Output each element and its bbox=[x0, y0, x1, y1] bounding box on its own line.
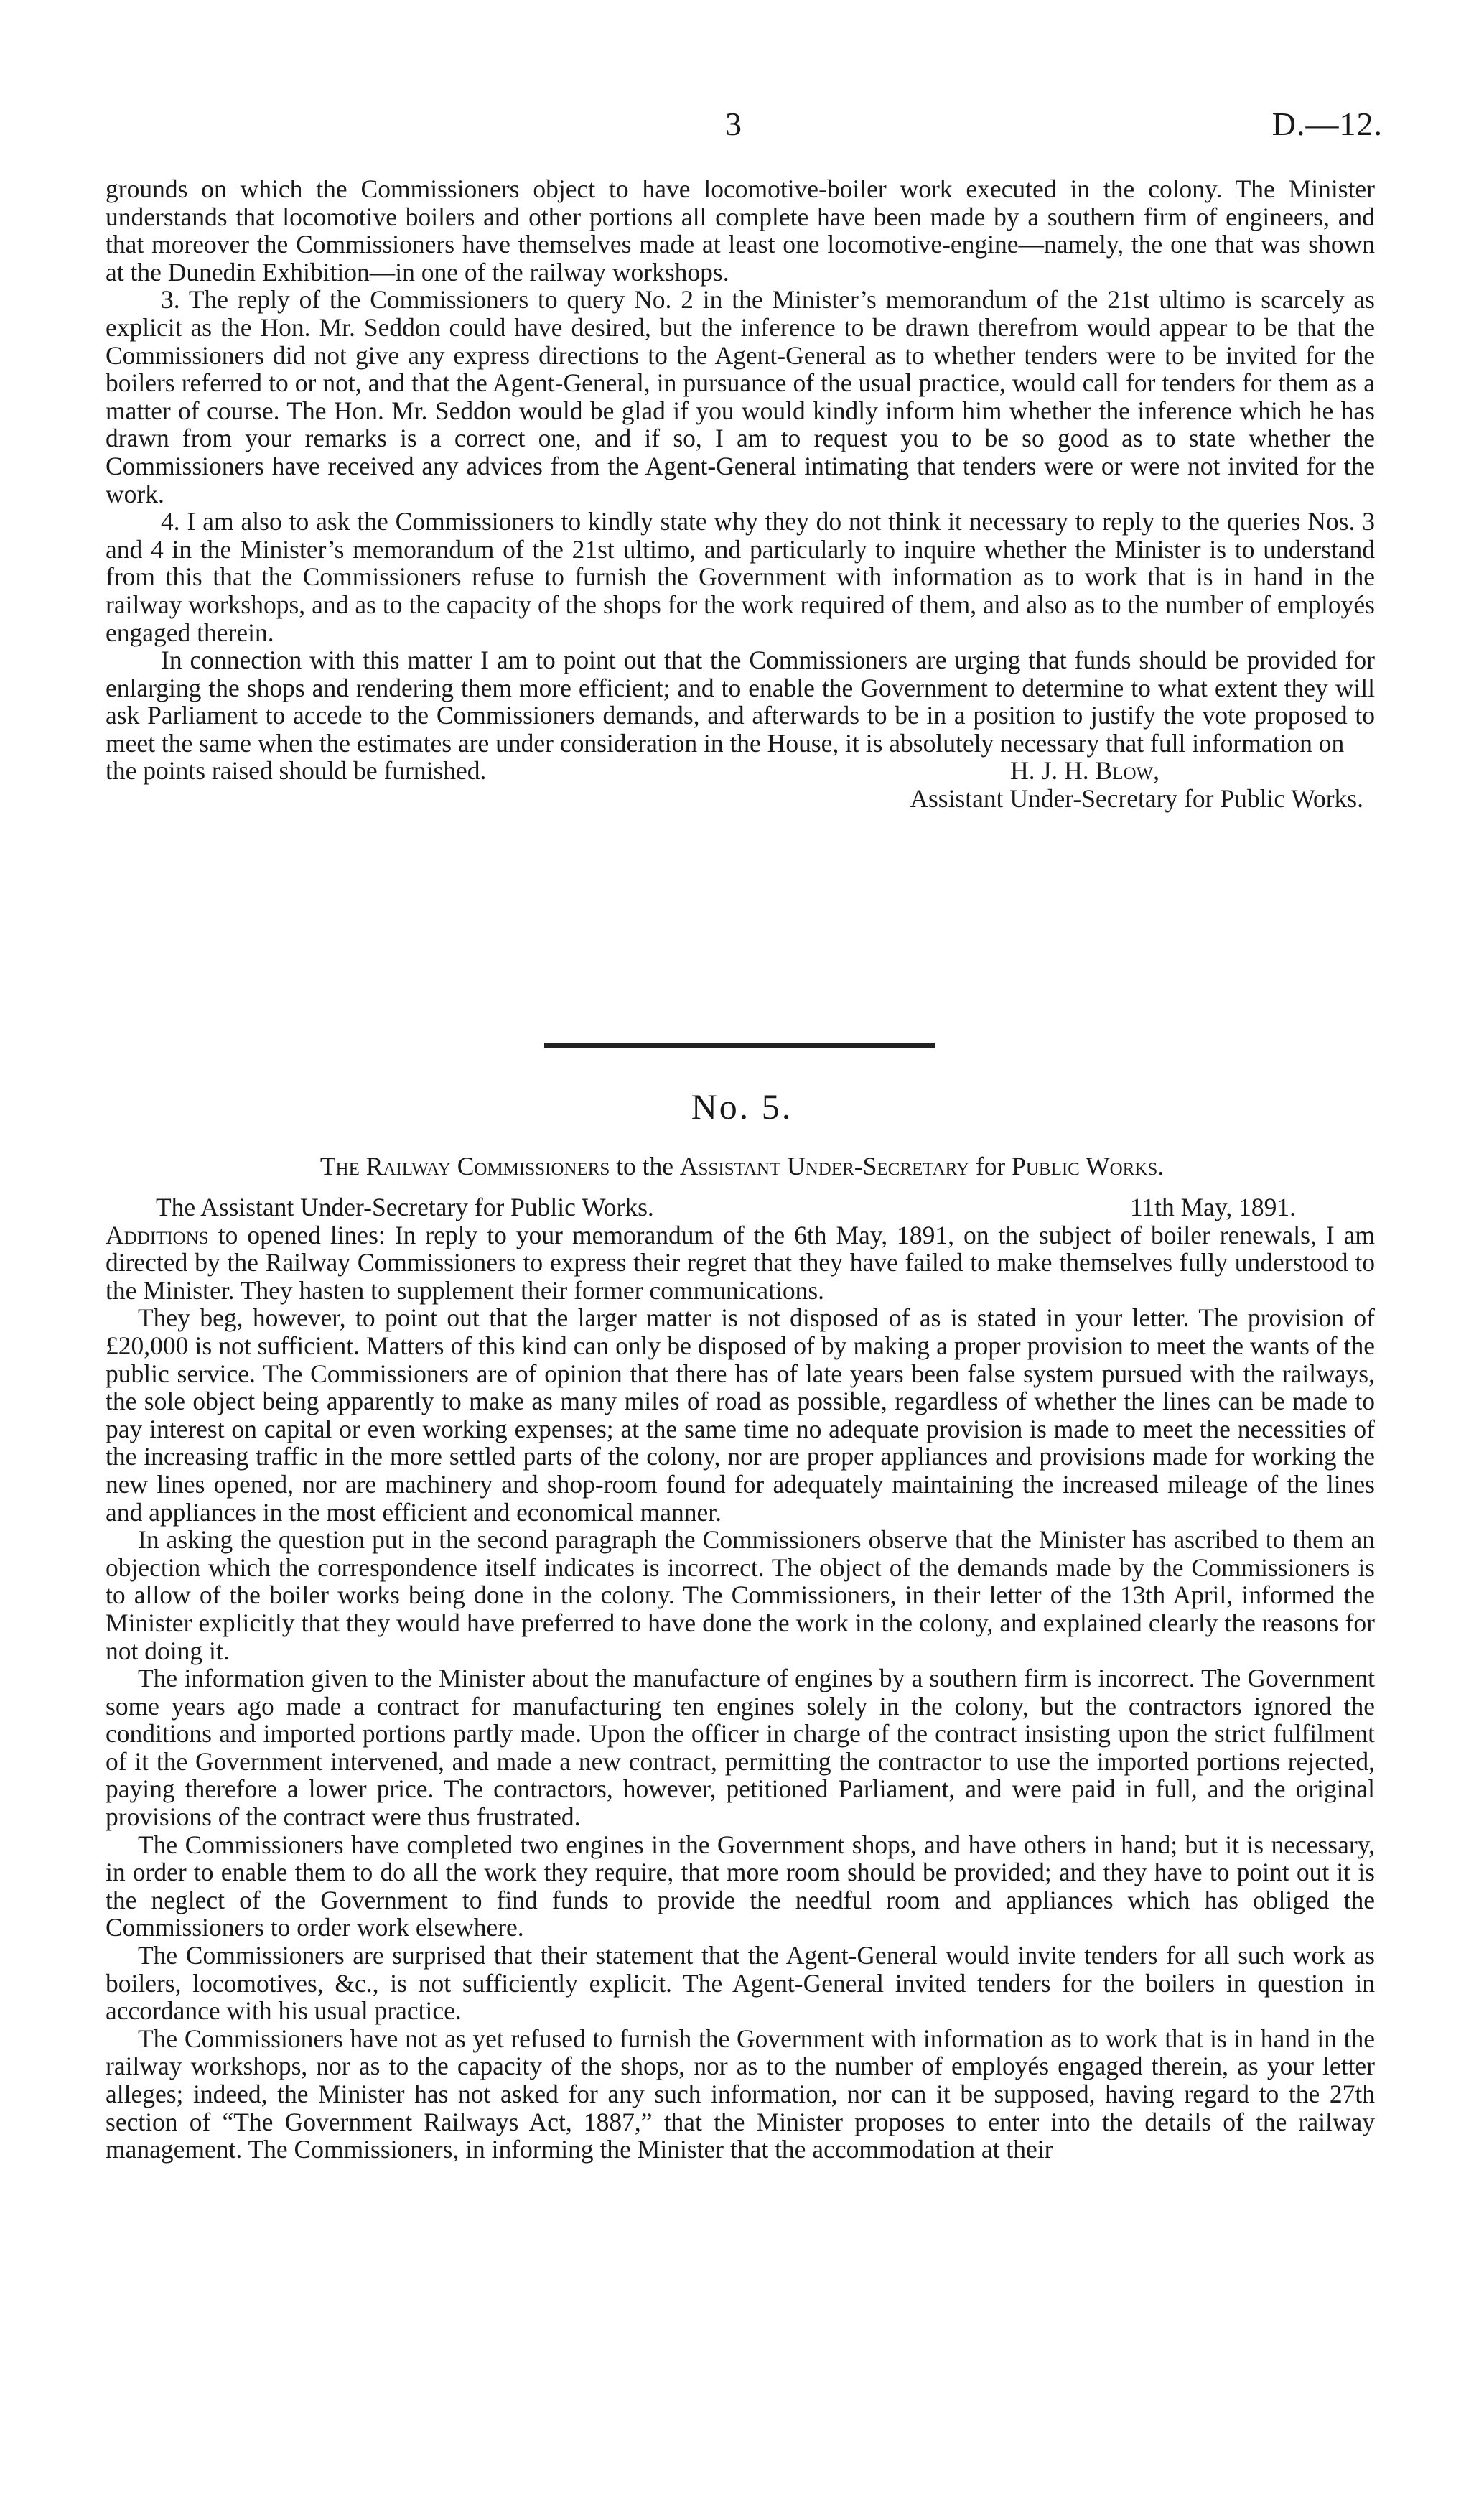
paragraph bbox=[106, 1221, 1375, 1305]
paragraph: They beg, however, to point out that the larger matter is not disposed of as is stated in your letter. The provision of £20,000 is not sufficient. Matters of this kind can only be disposed of by making a proper provision to meet the wants of the public service. The Commissioners are of opinion that there has of late years been false system pursued with the railways, the sole object being apparently to make as many miles of road as possible, regardless of whether the lines can be made to pay interest on capital or even working expenses; at the same time no adequate provision is made to meet the necessities of the increasing traffic in the more settled parts of the colony, nor are proper appliances and provisions made for working the new lines opened, nor are machinery and shop-room found for adequately maintaining the increased mileage of the lines and appliances in the most efficient and economical manner. bbox=[106, 1303, 1375, 1527]
paragraph: In connection with this matter I am to point out that the Commissioners are urging that funds should be provided for enlarging the shops and rendering them more efficient; and to enable the Government to determine to what extent they will ask Parliament to accede to the Commissioners demands, and afterwards to be in a position to justify the vote proposed to meet the same when the estimates are under consideration in the House, it is absolutely necessary that full information on bbox=[106, 646, 1375, 758]
signature-name: H. J. H. Blow, bbox=[1010, 756, 1159, 786]
document-reference: D.—12. bbox=[1271, 106, 1383, 142]
signature-line bbox=[106, 757, 1375, 785]
section-divider bbox=[544, 1043, 935, 1048]
letter-date: 11th May, 1891. bbox=[1129, 1193, 1296, 1221]
section-heading: No. 5. bbox=[691, 1086, 793, 1127]
paragraph: The Commissioners are surprised that their statement that the Agent-General would invite tenders for all such work as boilers, locomotives, &c., is not sufficiently explicit. The Agent-General invited tenders for the boilers in question in accordance with his usual practice. bbox=[106, 1941, 1375, 2026]
paragraph: 4. I am also to ask the Commissioners to kindly state why they do not think it necessary to reply to the queries Nos. 3 and 4 in the Minister’s memorandum of the 21st ultimo, and particularly to inquire whether the Minister is to understand from this that the Commissioners refuse to furnish the Government with information as to work that is in hand in the railway workshops, and as to the capacity of the shops for the work required of them, and also as to the number of employés engaged therein. bbox=[106, 507, 1375, 647]
closing-text: the points raised should be furnished. bbox=[106, 756, 487, 786]
letter-body bbox=[106, 1193, 1375, 2164]
connector: to the bbox=[616, 1152, 674, 1181]
paragraph: The Commissioners have not as yet refused to furnish the Government with information as to work that is in hand in the railway workshops, nor as to the capacity of the shops, nor as to the number of employés engaged therein, as your letter alleges; indeed, the Minister has not asked for any such information, nor can it be supposed, having regard to the 27th section of “The Government Railways Act, 1887,” that the Minister proposes to enter into the details of the railway management. The Commissioners, in informing the Minister that the accommodation at their bbox=[106, 2024, 1375, 2164]
paragraph-text: to opened lines: In reply to your memorandum of the 6th May, 1891, on the subject of boiler renewals, I am directed by the Railway Commissioners to express their regret that they have failed to make themselves fully understood to the Minister. They hasten to supplement their former communications. bbox=[106, 1220, 1376, 1305]
lead-caps: Additions bbox=[106, 1220, 209, 1249]
paragraph: In asking the question put in the second paragraph the Commissioners observe that the Minister has ascribed to them an objection which the correspondence itself indicates is incorrect. The object of the demands made by the Commissioners is to allow of the boiler works being done in the colony. The Commissioners, in their letter of the 13th April, informed the Minister explicitly that they would have preferred to have done the work in the colony, and explained clearly the reasons for not doing it. bbox=[106, 1525, 1375, 1665]
recipient: Assistant Under-Secretary bbox=[679, 1152, 969, 1181]
page-number: 3 bbox=[725, 106, 742, 142]
department: Public Works. bbox=[1012, 1152, 1165, 1181]
address-to: The Assistant Under-Secretary for Public Works. bbox=[156, 1193, 654, 1221]
paragraph: grounds on which the Commissioners object to have locomotive-boiler work executed in the colony. The Minister understands that locomotive boilers and other portions all complete have been made by a southern firm of engineers, and that moreover the Commissioners have themselves made at least one locomotive-engine—namely, the one that was shown at the Dunedin Exhibition—in one of the railway workshops. bbox=[106, 174, 1375, 287]
letter-subheading bbox=[0, 1151, 1484, 1181]
memo-continuation bbox=[106, 175, 1375, 813]
paragraph: The Commissioners have completed two engines in the Government shops, and have others in hand; but it is necessary, in order to enable them to do all the work they require, that more room should be provided; and they have to point out it is the neglect of the Government to find funds to provide the needful room and appliances which has obliged the Commissioners to order work elsewhere. bbox=[106, 1830, 1375, 1942]
signature-title: Assistant Under-Secretary for Public Works. bbox=[910, 784, 1363, 814]
address-line bbox=[106, 1193, 1375, 1221]
paragraph: 3. The reply of the Commissioners to query No. 2 in the Minister’s memorandum of the 21st ultimo is scarcely as explicit as the Hon. Mr. Seddon could have desired, but the inference to be drawn therefrom would appear to be that the Commissioners did not give any express directions to the Agent-General as to whether tenders were to be invited for the boilers referred to or not, and that the Agent-General, in pursuance of the usual practice, would call for tenders for them as a matter of course. The Hon. Mr. Seddon would be glad if you would kindly inform him whether the inference which he has drawn from your remarks is a correct one, and if so, I am to request you to be so good as to state whether the Commissioners have received any advices from the Agent-General intimating that tenders were or were not invited for the work. bbox=[106, 285, 1375, 508]
connector: for bbox=[975, 1152, 1006, 1181]
paragraph: The information given to the Minister about the manufacture of engines by a southern firm is incorrect. The Government some years ago made a contract for manufacturing ten engines solely in the colony, but the contractors ignored the conditions and imported portions partly made. Upon the officer in charge of the contract insisting upon the strict fulfilment of it the Government intervened, and made a new contract, permitting the contractor to use the imported portions rejected, paying therefore a lower price. The contractors, however, petitioned Parliament, and were paid in full, and the original provisions of the contract were thus frustrated. bbox=[106, 1664, 1375, 1832]
sender: The Railway Commissioners bbox=[319, 1152, 610, 1181]
